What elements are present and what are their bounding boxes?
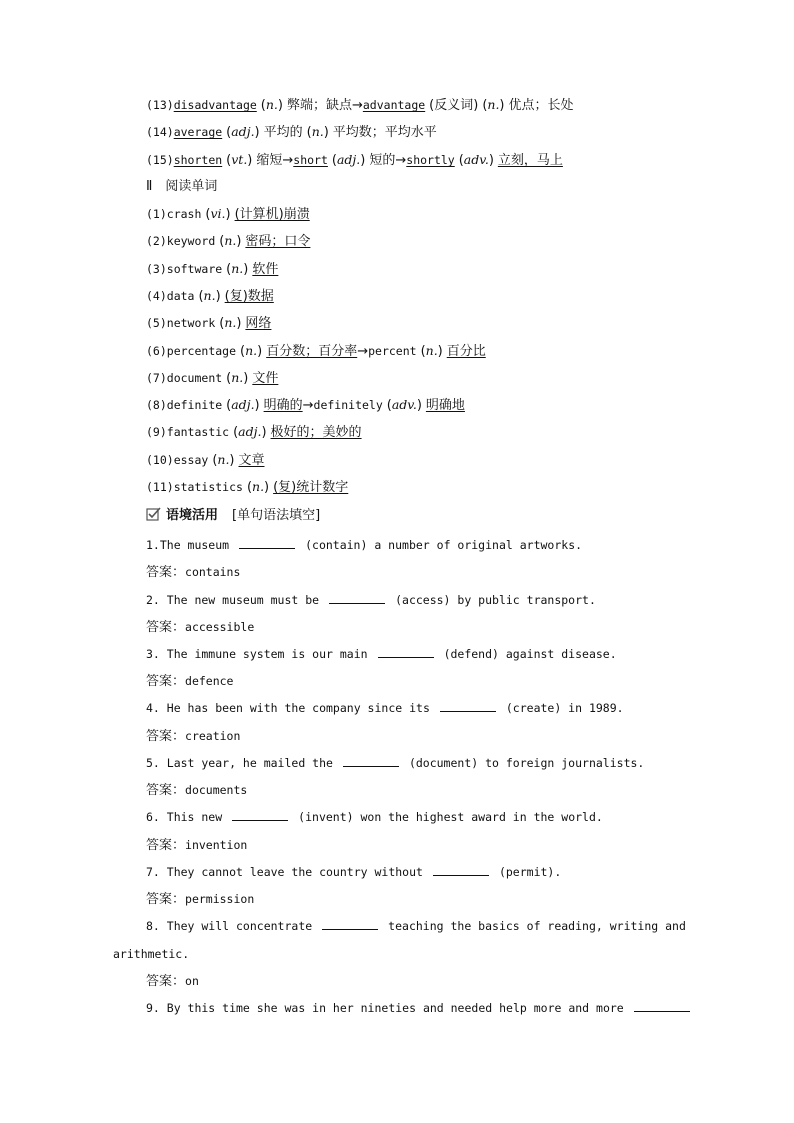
reading-word-10: (10)essay (n.) 文章 bbox=[146, 452, 265, 468]
answer-4: 答案：creation bbox=[146, 729, 241, 744]
answer-blank[interactable] bbox=[232, 808, 288, 821]
answer-5: 答案：documents bbox=[146, 783, 248, 798]
question-8: 8. They will concentrate teaching the basics of reading, writing and bbox=[146, 919, 686, 933]
reading-word-3: (3)software (n.) 软件 bbox=[146, 261, 279, 277]
answer-blank[interactable] bbox=[239, 536, 295, 549]
reading-word-5: (5)network (n.) 网络 bbox=[146, 315, 272, 331]
question-8-continued: arithmetic. bbox=[113, 947, 190, 961]
answer-blank[interactable] bbox=[329, 591, 385, 604]
checkbox-pencil-icon bbox=[146, 506, 162, 522]
answer-blank[interactable] bbox=[634, 999, 690, 1012]
vocab-item-13: (13)disadvantage (n.) 弊端；缺点→advantage (反义词) (n.) 优点；长处 bbox=[146, 97, 574, 113]
reading-word-6: (6)percentage (n.) 百分数；百分率→percent (n.) 百分比 bbox=[146, 343, 486, 359]
answer-blank[interactable] bbox=[322, 917, 378, 930]
answer-3: 答案：defence bbox=[146, 674, 234, 689]
answer-blank[interactable] bbox=[378, 645, 434, 658]
answer-blank[interactable] bbox=[440, 699, 496, 712]
question-5: 5. Last year, he mailed the (document) to foreign journalists. bbox=[146, 756, 645, 770]
answer-2: 答案：accessible bbox=[146, 620, 255, 635]
question-4: 4. He has been with the company since its (create) in 1989. bbox=[146, 701, 624, 715]
answer-blank[interactable] bbox=[343, 754, 399, 767]
question-1: 1.The museum (contain) a number of original artworks. bbox=[146, 538, 583, 552]
answer-1: 答案：contains bbox=[146, 565, 241, 580]
answer-8: 答案：on bbox=[146, 974, 199, 989]
reading-word-2: (2)keyword (n.) 密码；口令 bbox=[146, 233, 311, 249]
question-3: 3. The immune system is our main (defend) against disease. bbox=[146, 647, 617, 661]
reading-section-title: Ⅱ 阅读单词 bbox=[146, 179, 218, 194]
question-7: 7. They cannot leave the country without (permit). bbox=[146, 865, 562, 879]
answer-6: 答案：invention bbox=[146, 838, 248, 853]
question-2: 2. The new museum must be (access) by public transport. bbox=[146, 593, 596, 607]
vocab-item-14: (14)average (adj.) 平均的 (n.) 平均数；平均水平 bbox=[146, 124, 437, 140]
answer-7: 答案：permission bbox=[146, 892, 255, 907]
reading-word-11: (11)statistics (n.) (复)统计数字 bbox=[146, 479, 349, 495]
reading-word-7: (7)document (n.) 文件 bbox=[146, 370, 279, 386]
question-6: 6. This new (invent) won the highest award in the world. bbox=[146, 810, 603, 824]
reading-word-4: (4)data (n.) (复)数据 bbox=[146, 288, 274, 304]
reading-word-8: (8)definite (adj.) 明确的→definitely (adv.) 明确地 bbox=[146, 397, 465, 413]
reading-word-1: (1)crash (vi.) (计算机)崩溃 bbox=[146, 206, 310, 222]
vocab-item-15: (15)shorten (vt.) 缩短→short (adj.) 短的→shortly (adv.) 立刻，马上 bbox=[146, 152, 563, 168]
answer-blank[interactable] bbox=[433, 863, 489, 876]
practice-header: 语境活用 [单句语法填空] bbox=[146, 502, 734, 528]
reading-word-9: (9)fantastic (adj.) 极好的；美妙的 bbox=[146, 424, 362, 440]
question-9: 9. By this time she was in her nineties and needed help more and more bbox=[146, 995, 734, 1021]
